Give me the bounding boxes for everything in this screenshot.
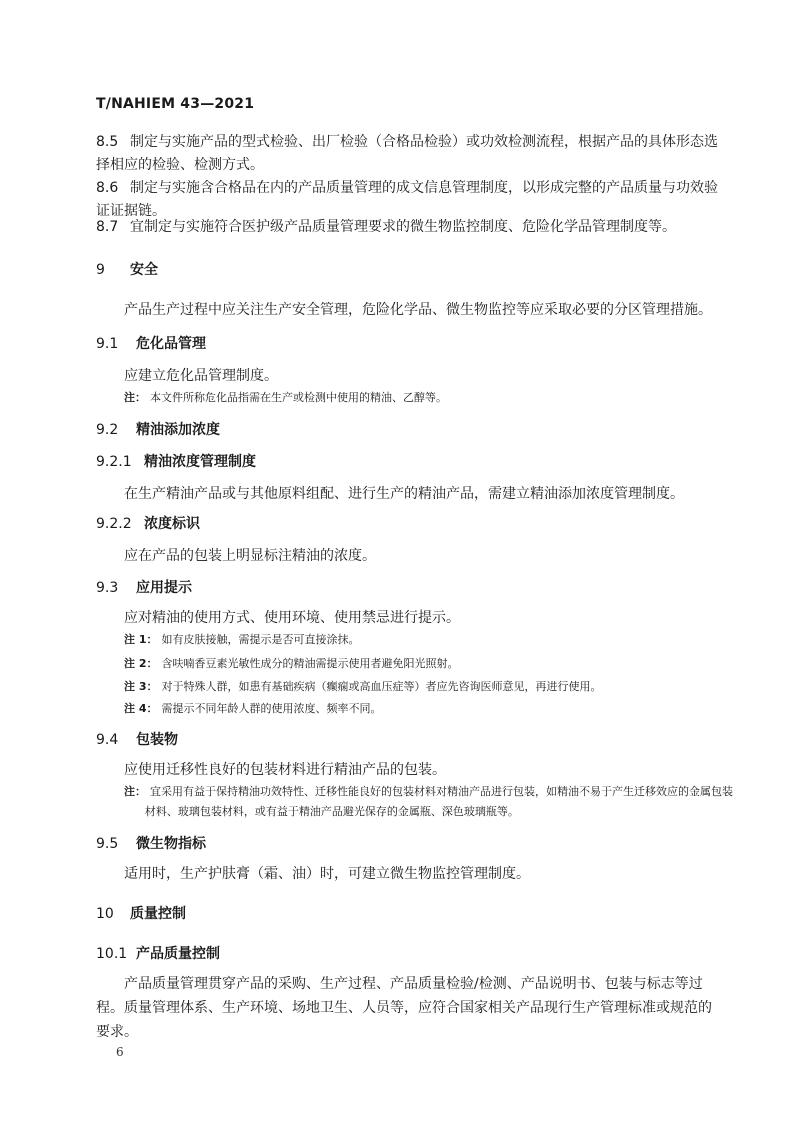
clause-number: 8.7: [96, 219, 119, 235]
section-9-2-2-text: 应在产品的包装上明显标注精油的浓度。: [124, 548, 376, 564]
section-title: 安全: [130, 262, 158, 278]
document-code: T/NAHIEM 43—2021: [96, 96, 255, 112]
section-heading-9-4: [96, 730, 178, 750]
section-number: 10.1: [96, 946, 128, 962]
note-label: 注 4：: [124, 702, 158, 715]
note-text: 宜采用有益于保持精油功效特性、迁移性能良好的包装材料对精油产品进行包装，如精油不易于产生迁移效应的金属包装材料、玻璃包装材料，或有益于精油产品避光保存的金属瓶、深色玻璃瓶等。: [144, 785, 733, 818]
note-9-3-1: [124, 630, 720, 650]
section-title: 包装物: [136, 732, 178, 748]
note-label: 注：: [124, 785, 146, 798]
section-number: 10: [96, 906, 114, 922]
section-number: 9: [96, 262, 105, 278]
note-label: 注 1：: [124, 633, 158, 646]
section-9-3-text: 应对精油的使用方式、使用环境、使用禁忌进行提示。: [124, 610, 460, 626]
section-heading-9-2-2: [96, 514, 200, 534]
note-text: 如有皮肤接触，需提示是否可直接涂抹。: [161, 633, 360, 646]
section-9-5-text: 适用时，生产护肤膏（霜、油）时，可建立微生物监控管理制度。: [124, 866, 530, 882]
section-9-4-text: 应使用迁移性良好的包装材料进行精油产品的包装。: [124, 762, 446, 778]
note-9-3-3: [124, 677, 720, 697]
section-number: 9.2: [96, 422, 119, 438]
section-10-1-para-2: 质量管理体系、生产环境、场地卫生、人员等，应符合国家相关产品现行生产管理标准或规范的要求。: [96, 1000, 712, 1040]
note-text: 含呋喃香豆素光敏性成分的精油需提示使用者避免阳光照射。: [161, 657, 459, 670]
section-heading-9-1: [96, 334, 206, 354]
note-9-3-4: [124, 699, 720, 719]
clause-8-5: [96, 131, 720, 177]
clause-text: 制定与实施产品的型式检验、出厂检验（合格品检验）或功效检测流程，根据产品的具体形态选择相应的检验、检测方式。: [96, 134, 718, 173]
section-heading-10: [96, 904, 186, 924]
section-number: 9.2.1: [96, 454, 132, 470]
section-title: 精油添加浓度: [136, 422, 220, 438]
note-label: 注：: [124, 391, 146, 404]
note-text: 本文件所称危化品指需在生产或检测中使用的精油、乙醇等。: [150, 391, 447, 404]
section-title: 微生物指标: [136, 836, 206, 852]
section-title: 危化品管理: [136, 336, 206, 352]
note-label: 注 2：: [124, 657, 158, 670]
section-number: 9.5: [96, 836, 119, 852]
clause-text: 制定与实施含合格品在内的产品质量管理的成文信息管理制度，以形成完整的产品质量与功效验证证据链。: [96, 180, 718, 219]
section-9-1-text: 应建立危化品管理制度。: [124, 368, 278, 384]
section-number: 9.2.2: [96, 516, 132, 532]
section-title: 浓度标识: [144, 516, 200, 532]
clause-number: 8.5: [96, 134, 119, 150]
clause-8-7: [96, 216, 720, 239]
section-heading-9-2-1: [96, 452, 256, 472]
note-9-3-2: [124, 654, 720, 674]
section-number: 9.4: [96, 732, 119, 748]
section-heading-9-5: [96, 834, 206, 854]
section-title: 应用提示: [136, 580, 192, 596]
section-title: 质量控制: [130, 906, 186, 922]
section-title: 产品质量控制: [136, 946, 220, 962]
section-heading-10-1: [96, 944, 220, 964]
section-number: 9.3: [96, 580, 119, 596]
clause-number: 8.6: [96, 180, 119, 196]
section-9-intro: 产品生产过程中应关注生产安全管理，危险化学品、微生物监控等应采取必要的分区管理措施。: [124, 302, 712, 318]
section-number: 9.1: [96, 336, 119, 352]
section-9-2-1-text: 在生产精油产品或与其他原料组配、进行生产的精油产品，需建立精油添加浓度管理制度。: [124, 486, 684, 502]
section-10-1-para-1: 产品质量管理贯穿产品的采购、生产过程、产品质量检验/检测、产品说明书、包装与标志等过程。: [96, 976, 703, 1016]
note-9-4: [124, 782, 741, 822]
section-heading-9: [96, 260, 158, 280]
note-text: 对于特殊人群，如患有基础疾病（癫痫或高血压症等）者应先咨询医师意见，再进行使用。: [161, 680, 602, 693]
note-9-1: [124, 388, 720, 408]
section-title: 精油浓度管理制度: [144, 454, 256, 470]
note-text: 需提示不同年龄人群的使用浓度、频率不同。: [161, 702, 382, 715]
section-heading-9-2: [96, 420, 220, 440]
clause-text: 宜制定与实施符合医护级产品质量管理要求的微生物监控制度、危险化学品管理制度等。: [130, 219, 676, 235]
note-label: 注 3：: [124, 680, 158, 693]
section-heading-9-3: [96, 578, 192, 598]
page-number: 6: [116, 1045, 124, 1059]
